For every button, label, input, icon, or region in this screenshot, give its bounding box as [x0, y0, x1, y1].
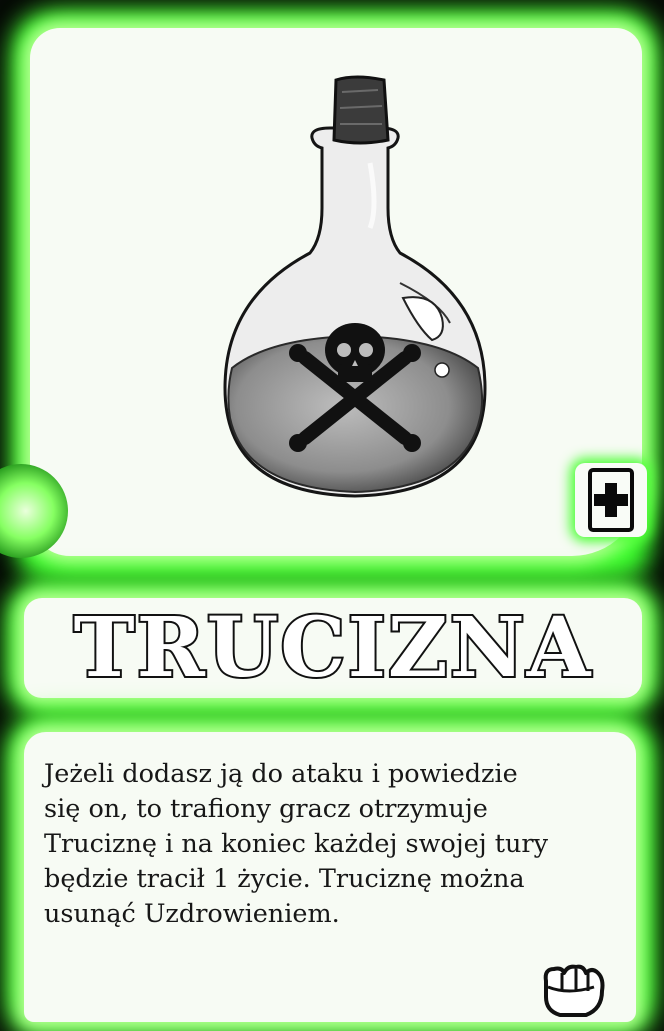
description-line: będzie tracił 1 życie. Truciznę można — [44, 864, 525, 894]
poison-flask-illustration — [210, 68, 500, 508]
description-line: usunąć Uzdrowieniem. — [44, 899, 340, 929]
card-description — [44, 757, 629, 932]
card-title: TRUCIZNA — [73, 600, 593, 696]
medical-cross-icon — [588, 468, 634, 532]
flask-body — [225, 128, 485, 496]
description-line: Jeżeli dodasz ją do ataku i powiedzie — [44, 759, 518, 789]
cork — [334, 77, 388, 143]
description-line: Truciznę i na koniec każdej swojej tury — [44, 829, 549, 859]
card-type-badge — [575, 463, 647, 537]
fist-icon — [538, 961, 608, 1019]
description-line: się on, to trafiony gracz otrzymuje — [44, 794, 488, 824]
